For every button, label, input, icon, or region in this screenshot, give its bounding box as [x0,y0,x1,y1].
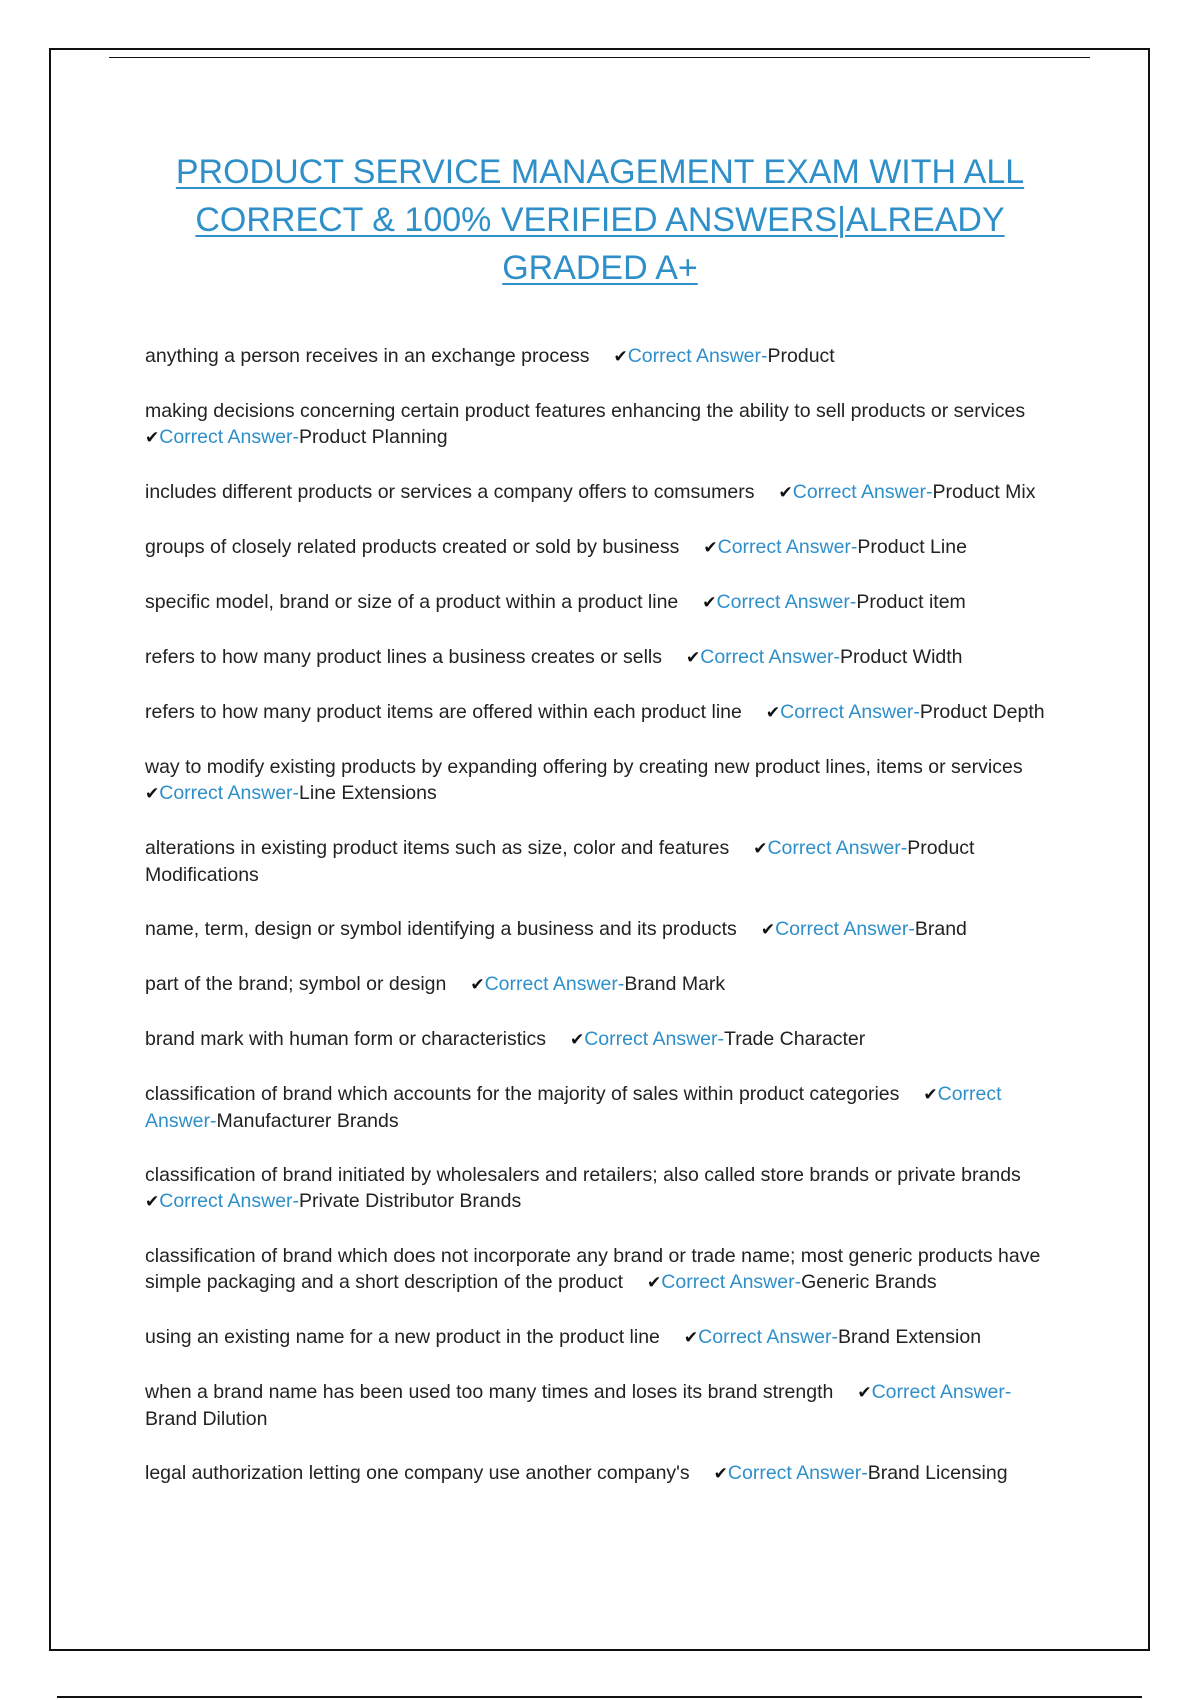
question-text: legal authorization letting one company use another company's [145,1462,690,1484]
qa-list [145,343,1055,1515]
answer-text: Brand Extension [837,1326,982,1348]
qa-item [145,644,1055,671]
correct-answer-label: Correct Answer- [159,782,300,804]
question-text: groups of closely related products created or sold by business [145,536,680,558]
correct-answer-label: Correct Answer- [792,481,933,503]
qa-item [145,1162,1055,1215]
question-text: making decisions concerning certain product features enhancing the ability to sell products or services [145,400,1026,422]
qa-item [145,1460,1055,1487]
answer-text: Product Width [840,646,963,668]
correct-answer-label: Correct Answer- [145,1083,1002,1132]
question-text: way to modify existing products by expanding offering by creating new product lines, items or services [145,756,1023,778]
correct-answer-label: Correct Answer- [767,837,908,859]
qa-item [145,699,1055,726]
answer-text: Line Extensions [299,782,437,804]
check-icon: ✔ [702,593,717,613]
qa-item [145,398,1055,451]
qa-item [145,835,1055,888]
question-text: classification of brand which does not incorporate any brand or trade name; most generic products have simple packaging and a short description of the product [145,1245,1041,1293]
answer-text: Product Modifications [145,837,975,886]
check-icon: ✔ [647,1273,662,1293]
check-icon: ✔ [145,428,160,448]
answer-text: Manufacturer Brands [216,1110,399,1132]
qa-item [145,1026,1055,1053]
check-icon: ✔ [145,1192,160,1212]
correct-answer-label: Correct Answer- [484,973,625,995]
answer-text: Generic Brands [801,1271,937,1293]
question-text: name, term, design or symbol identifying a business and its products [145,918,737,940]
correct-answer-label: Correct Answer- [700,646,841,668]
correct-answer-label: Correct Answer- [661,1271,802,1293]
check-icon: ✔ [145,784,160,804]
qa-item [145,343,1055,370]
qa-item [145,971,1055,998]
answer-text: Brand Mark [624,973,726,995]
correct-answer-label: Correct Answer- [159,1190,300,1212]
question-text: brand mark with human form or characteristics [145,1028,546,1050]
check-icon: ✔ [569,1030,585,1050]
qa-item [145,916,1055,943]
question-text: classification of brand initiated by wholesalers and retailers; also called store brands or private brands [145,1164,1021,1186]
question-text: specific model, brand or size of a product within a product line [145,591,679,613]
correct-answer-label: Correct Answer- [717,536,858,558]
answer-text: Product Mix [932,481,1036,503]
check-icon: ✔ [923,1085,938,1105]
question-text: refers to how many product items are offered within each product line [145,701,742,723]
correct-answer-label: Correct Answer- [727,1462,868,1484]
check-icon: ✔ [613,347,628,367]
question-text: includes different products or services a company offers to comsumers [145,481,755,503]
check-icon: ✔ [683,1328,699,1348]
correct-answer-label: Correct Answer- [698,1326,838,1348]
check-icon: ✔ [753,839,768,859]
correct-answer-label: Correct Answer- [627,345,768,367]
qa-item [145,589,1055,616]
qa-item [145,1243,1055,1296]
bottom-rule [57,1696,1142,1698]
answer-text: Product Depth [919,701,1045,723]
qa-item [145,534,1055,561]
question-text: refers to how many product lines a business creates or sells [145,646,662,668]
answer-text: Product Line [857,536,967,558]
correct-answer-label: Correct Answer- [775,918,915,940]
top-rule [109,57,1090,58]
check-icon: ✔ [765,703,781,723]
qa-item [145,1324,1055,1351]
question-text: using an existing name for a new product in the product line [145,1326,660,1348]
qa-item [145,754,1055,807]
check-icon: ✔ [713,1464,728,1484]
question-text: when a brand name has been used too many times and loses its brand strength [145,1381,834,1403]
qa-item [145,479,1055,506]
question-text: alterations in existing product items such as size, color and features [145,837,730,859]
qa-item [145,1081,1055,1134]
answer-text: Product item [856,591,966,613]
correct-answer-label: Correct Answer- [871,1381,1012,1403]
answer-text: Brand Licensing [867,1462,1008,1484]
correct-answer-label: Correct Answer- [159,426,300,448]
answer-text: Brand Dilution [145,1408,268,1430]
question-text: anything a person receives in an exchange process [145,345,590,367]
qa-item [145,1379,1055,1432]
check-icon: ✔ [760,920,776,940]
question-text: part of the brand; symbol or design [145,973,447,995]
check-icon: ✔ [686,648,701,668]
question-text: classification of brand which accounts for the majority of sales within product categories [145,1083,900,1105]
answer-text: Product Planning [299,426,448,448]
answer-text: Private Distributor Brands [299,1190,522,1212]
check-icon: ✔ [778,483,793,503]
answer-text: Trade Character [724,1028,866,1050]
correct-answer-label: Correct Answer- [780,701,920,723]
correct-answer-label: Correct Answer- [716,591,857,613]
check-icon: ✔ [857,1383,872,1403]
check-icon: ✔ [470,975,485,995]
correct-answer-label: Correct Answer- [584,1028,725,1050]
check-icon: ✔ [703,538,718,558]
answer-text: Brand [914,918,967,940]
document-title: PRODUCT SERVICE MANAGEMENT EXAM WITH ALL CORRECT & 100% VERIFIED ANSWERS|ALREADY GRADED A+ [175,153,1025,287]
answer-text: Product [767,345,835,367]
